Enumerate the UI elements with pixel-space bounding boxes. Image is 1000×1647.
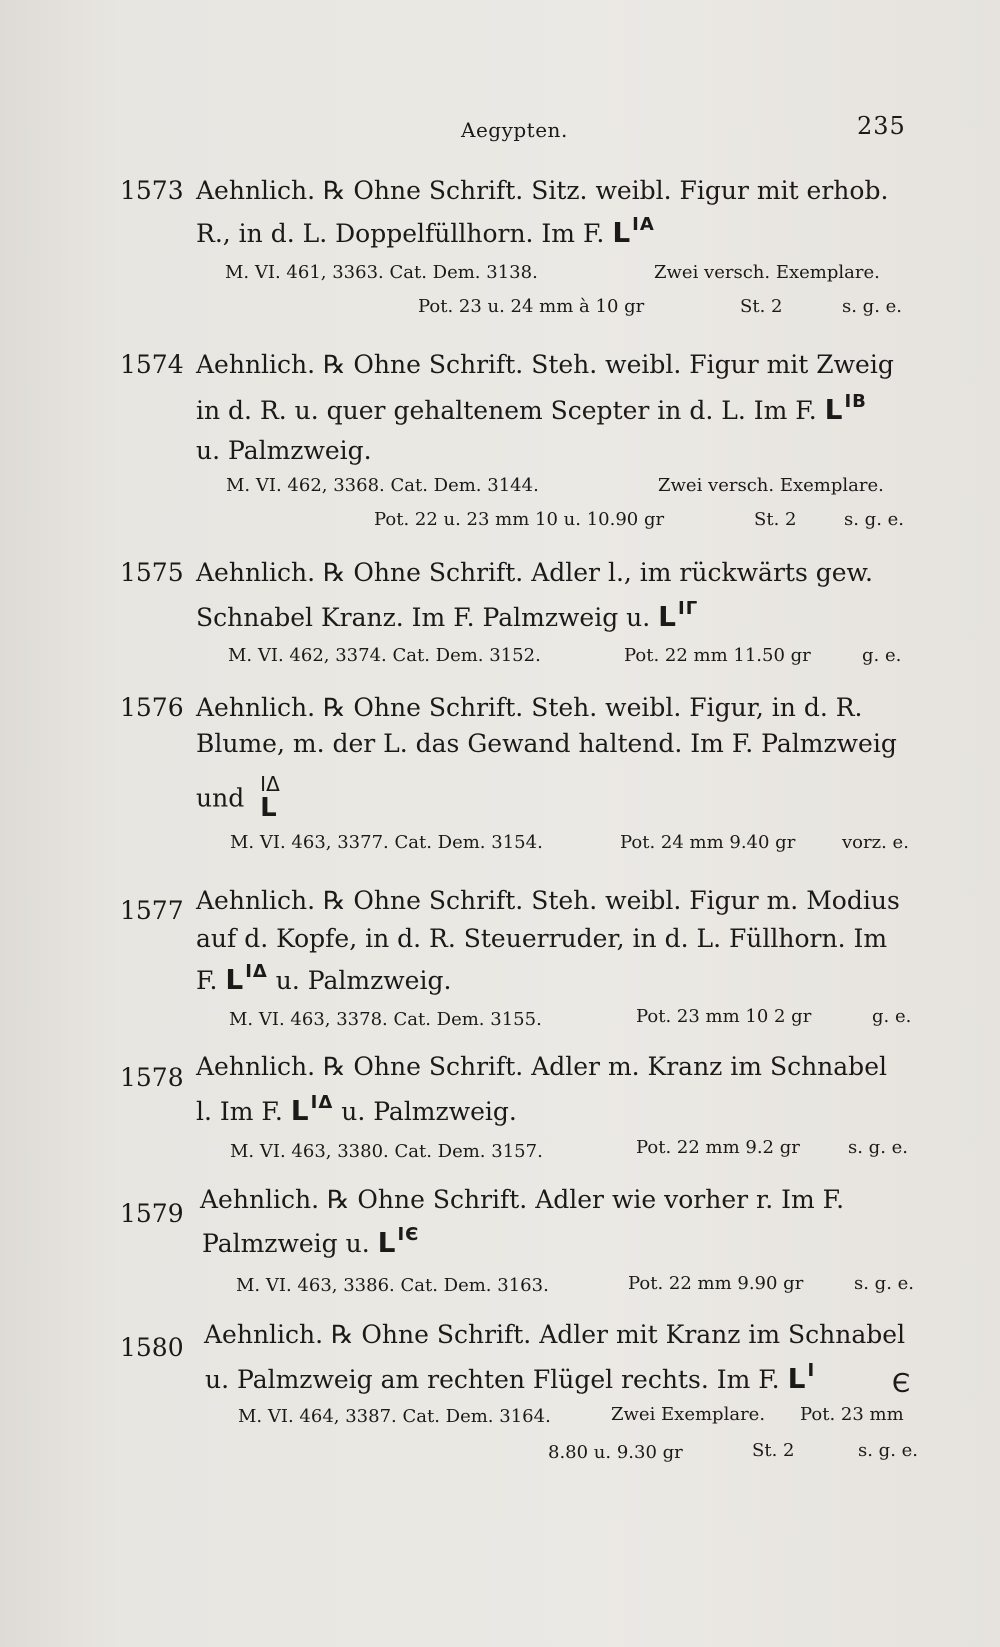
monogram-superscript: IB: [844, 391, 867, 412]
grade-text: g. e.: [872, 1006, 912, 1027]
entry-line: Aehnlich. ℞ Ohne Schrift. Steh. weibl. Figur m. Modius: [196, 886, 900, 915]
entry-line: Aehnlich. ℞ Ohne Schrift. Sitz. weibl. Figur mit erhob.: [196, 176, 889, 205]
entry-number: 1577: [120, 896, 184, 925]
grade-text: s. g. e.: [842, 296, 903, 317]
page-number: 235: [857, 112, 906, 140]
entry-line: [196, 1092, 912, 1130]
state-text: St. 2: [754, 509, 797, 530]
entry-line-text: l. Im F.: [196, 1097, 283, 1126]
state-text: St. 2: [752, 1440, 795, 1461]
entry-number: 1578: [120, 1063, 184, 1092]
entry-number: 1579: [120, 1199, 184, 1228]
weight-text: Pot. 24 mm 9.40 gr: [620, 832, 796, 853]
entry-number: 1580: [120, 1333, 184, 1362]
exemplar-note: Zwei versch. Exemplare.: [658, 475, 884, 496]
monogram-symbol: [225, 961, 268, 999]
entry-line-text: u. Palmzweig am rechten Flügel rechts. Im F.: [205, 1365, 780, 1394]
reference-text: M. VI. 462, 3368. Cat. Dem. 3144.: [226, 475, 539, 496]
entry-line-text: Schnabel Kranz. Im F. Palmzweig u.: [196, 603, 651, 632]
entry-line: [205, 1360, 960, 1399]
monogram-detached-letter: Є: [892, 1369, 912, 1399]
monogram-base: L: [658, 600, 677, 633]
weight-text: Pot. 22 mm 9.90 gr: [628, 1273, 804, 1294]
grade-text: s. g. e.: [858, 1440, 919, 1461]
reference-text: M. VI. 463, 3380. Cat. Dem. 3157.: [230, 1141, 543, 1162]
entry-number: 1576: [120, 693, 184, 722]
reference-text: M. VI. 461, 3363. Cat. Dem. 3138.: [225, 262, 538, 283]
exemplar-note: Zwei versch. Exemplare.: [654, 262, 880, 283]
entry-line: Aehnlich. ℞ Ohne Schrift. Steh. weibl. Figur mit Zweig: [196, 350, 894, 379]
entry-line: [196, 214, 912, 252]
monogram-base: L: [787, 1362, 806, 1395]
entry-line: Aehnlich. ℞ Ohne Schrift. Adler l., im rückwärts gew.: [196, 558, 873, 587]
weight-text: 8.80 u. 9.30 gr: [548, 1442, 683, 1463]
monogram-symbol: [787, 1360, 816, 1398]
grade-text: s. g. e.: [848, 1137, 909, 1158]
monogram-symbol: [658, 598, 699, 636]
monogram-superscript: IA: [632, 214, 655, 235]
monogram-symbol: [824, 391, 867, 429]
monogram-superscript: I: [807, 1360, 816, 1381]
entry-line: Blume, m. der L. das Gewand haltend. Im F. Palmzweig: [196, 729, 897, 758]
monogram-superscript: IΔ: [260, 772, 280, 796]
weight-text: Pot. 23 u. 24 mm à 10 gr: [418, 296, 645, 317]
weight-text: Pot. 22 mm 9.2 gr: [636, 1137, 800, 1158]
entry-line: u. Palmzweig.: [196, 436, 372, 465]
monogram-superscript: IΓ: [678, 598, 699, 619]
entry-line-text: und: [196, 783, 245, 813]
entry-line: Aehnlich. ℞ Ohne Schrift. Adler wie vorher r. Im F.: [200, 1185, 845, 1214]
monogram-base: L: [290, 1094, 309, 1127]
entry-number: 1574: [120, 350, 184, 379]
exemplar-note: Zwei Exemplare.: [611, 1404, 766, 1425]
entry-line: [196, 391, 912, 429]
entry-line: [196, 772, 912, 825]
entry-line: [202, 1224, 912, 1262]
grade-text: g. e.: [862, 645, 902, 666]
reference-text: M. VI. 463, 3378. Cat. Dem. 3155.: [229, 1009, 542, 1030]
entry-line-text: Palmzweig u.: [202, 1229, 370, 1258]
entry-line: [196, 961, 912, 999]
reference-text: M. VI. 463, 3377. Cat. Dem. 3154.: [230, 832, 543, 853]
monogram-superscript: IЄ: [397, 1224, 420, 1245]
entry-number: 1573: [120, 176, 184, 205]
entry-line-text: u. Palmzweig.: [275, 966, 452, 995]
monogram-base: L: [612, 216, 631, 249]
state-text: St. 2: [740, 296, 783, 317]
grade-text: s. g. e.: [844, 509, 905, 530]
entry-line: auf d. Kopfe, in d. R. Steuerruder, in d. L. Füllhorn. Im: [196, 924, 888, 953]
entry-line-text: in d. R. u. quer gehaltenem Scepter in d. L. Im F.: [196, 396, 817, 425]
page-header: [0, 112, 1000, 148]
weight-text: Pot. 22 mm 11.50 gr: [624, 645, 811, 666]
monogram-superscript: IΔ: [310, 1092, 334, 1113]
reference-text: M. VI. 462, 3374. Cat. Dem. 3152.: [228, 645, 541, 666]
entry-line-text: u. Palmzweig.: [341, 1097, 517, 1126]
monogram-symbol: [260, 772, 288, 825]
monogram-base: L: [824, 393, 843, 426]
reference-text: M. VI. 464, 3387. Cat. Dem. 3164.: [238, 1406, 551, 1427]
monogram-superscript: IΔ: [245, 961, 268, 982]
monogram-symbol: [290, 1092, 334, 1130]
entry-line: Aehnlich. ℞ Ohne Schrift. Adler m. Kranz im Schnabel: [196, 1052, 887, 1081]
monogram-base: L: [377, 1226, 396, 1259]
monogram-base: L: [225, 963, 244, 996]
reference-text: M. VI. 463, 3386. Cat. Dem. 3163.: [236, 1275, 549, 1296]
weight-text: Pot. 23 mm: [800, 1404, 904, 1425]
running-title: Aegypten.: [461, 118, 568, 142]
entry-line-text: F.: [196, 966, 218, 995]
monogram-symbol: [377, 1224, 420, 1262]
entry-line-text: R., in d. L. Doppelfüllhorn. Im F.: [196, 219, 605, 248]
weight-text: Pot. 23 mm 10 2 gr: [636, 1006, 812, 1027]
grade-text: vorz. e.: [842, 832, 909, 853]
monogram-base: L: [260, 793, 277, 823]
entry-line: Aehnlich. ℞ Ohne Schrift. Adler mit Kranz im Schnabel: [204, 1320, 906, 1349]
weight-text: Pot. 22 u. 23 mm 10 u. 10.90 gr: [374, 509, 665, 530]
monogram-symbol: [612, 214, 655, 252]
entry-number: 1575: [120, 558, 184, 587]
grade-text: s. g. e.: [854, 1273, 915, 1294]
entry-line: Aehnlich. ℞ Ohne Schrift. Steh. weibl. Figur, in d. R.: [196, 693, 863, 722]
entry-line: [196, 598, 912, 636]
